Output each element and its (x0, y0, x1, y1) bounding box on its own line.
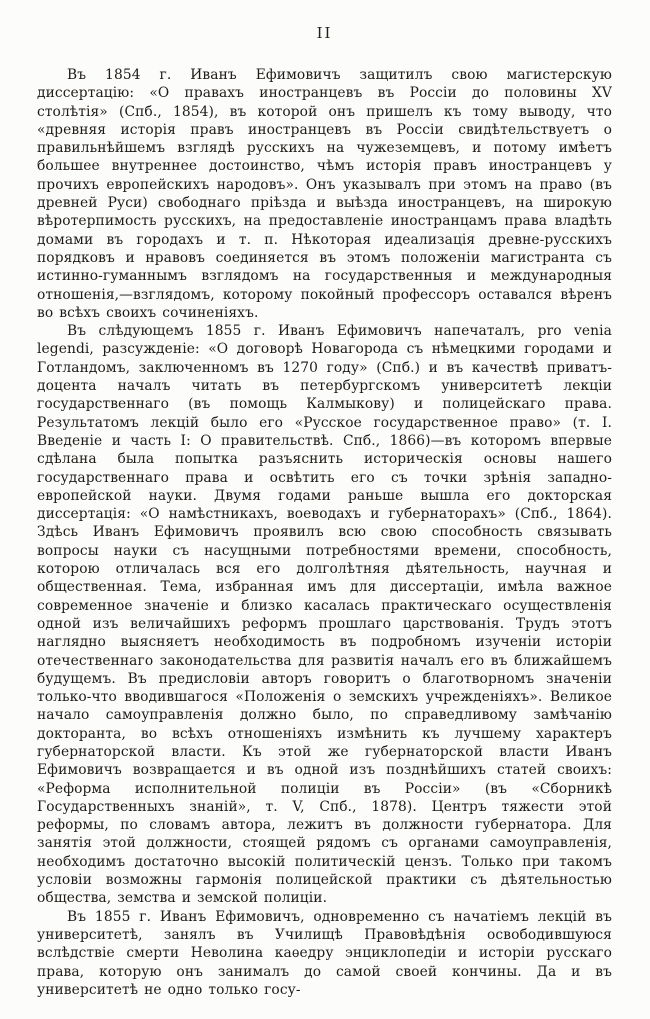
paragraph-1: Въ 1854 г. Иванъ Ефимовичъ защитилъ свою магистерскую диссертацію: «О правахъ иностранцевъ въ Россіи до половины XV столѣтія» (Спб., 1854), въ которой онъ пришелъ къ тому выводу, что «древняя исторія правъ иностранцевъ въ Россіи свидѣтельствуетъ о правильнѣйшемъ взглядѣ русскихъ на чужеземцевъ, и потому имѣетъ большее внутреннее достоинство, чѣмъ исторія правъ иностранцевъ у прочихъ европейскихъ народовъ». Онъ указывалъ при этомъ на право (въ древней Руси) свободнаго пріѣзда и выѣзда иностранцевъ, на широкую вѣротерпимость русскихъ, на предоставленіе иностранцамъ права владѣть домами въ городахъ и т. п. Нѣкоторая идеализація древне-русскихъ порядковъ и нравовъ соединяется въ этомъ положеніи магистранта съ истинно-гуманнымъ взглядомъ на государственныя и международныя отношенія,—взглядомъ, которому покойный профессоръ оставался вѣренъ во всѣхъ своихъ сочиненіяхъ. (37, 67, 612, 321)
paragraph-3: Въ 1855 г. Иванъ Ефимовичъ, одновременно съ начатіемъ лекцій въ университетѣ, занялъ въ Училищѣ Правовѣдѣнія освободившуюся вслѣдствіе смерти Неволина каѳедру энциклопедіи и исторіи русскаго права, которую онъ занималъ до самой своей кончины. Да и въ университетѣ не одно только госу- (37, 908, 612, 998)
paragraph-2: Въ слѣдующемъ 1855 г. Иванъ Ефимовичъ напечаталъ, pro venia legendi, разсужденіе: «О договорѣ Новагорода съ нѣмецкими городами и Готландомъ, заключенномъ въ 1270 году» (Спб.) и въ качествѣ приватъ-доцента началъ читать въ петербургскомъ университетѣ лекціи государственнаго (въ помощь Калмыкову) и полицейскаго права. Результатомъ лекцій было его «Русское государственное право» (т. I. Введеніе и часть I: О правительствѣ. Спб., 1866)—въ которомъ впервые сдѣлана была попытка разъяснить историческія основы нашего государственнаго права и освѣтить его съ точки зрѣнія западно-европейской науки. Двумя годами раньше вышла его докторская диссертація: «О намѣстникахъ, воеводахъ и губернаторахъ» (Спб., 1864). Здѣсь Иванъ Ефимовичъ проявилъ всю свою способность связывать вопросы науки съ насущными потребностями времени, способность, которою отличалась вся его долголѣтняя дѣятельность, научная и общественная. Тема, избранная имъ для диссертаціи, имѣла важное современное значеніе и близко касалась практическаго осуществленія одной изъ величайшихъ реформъ прошлаго царствованія. Трудъ этотъ наглядно выясняетъ необходимость въ подробномъ изученіи исторіи отечественнаго законодательства для развитія началъ его въ ближайшемъ будущемъ. Въ предисловіи авторъ говоритъ о благотворномъ значеніи только-что вводившагося «Положенія о земскихъ учрежденіяхъ». Великое начало самоуправленія должно было, по справедливому замѣчанію докторанта, во всѣхъ отношеніяхъ измѣнить къ лучшему характеръ губернаторской власти. Къ этой же губернаторской власти Иванъ Ефимовичъ возвращается и въ одной изъ позднѣйшихъ статей своихъ: «Реформа исполнительной полиціи въ Россіи» (въ «Сборникѣ Государственныхъ знаній», т. V, Спб., 1878). Центръ тяжести этой реформы, по словамъ автора, лежитъ въ должности губернатора. Для занятія этой должности, стоящей рядомъ съ органами самоуправленія, необходимъ достаточно высокій политическій цензъ. Только при такомъ условіи возможны гармонія полицейской практики съ дѣятельностью общества, земства и земской полиціи. (37, 323, 612, 907)
page-number: II (316, 24, 333, 42)
page-body (37, 66, 612, 999)
